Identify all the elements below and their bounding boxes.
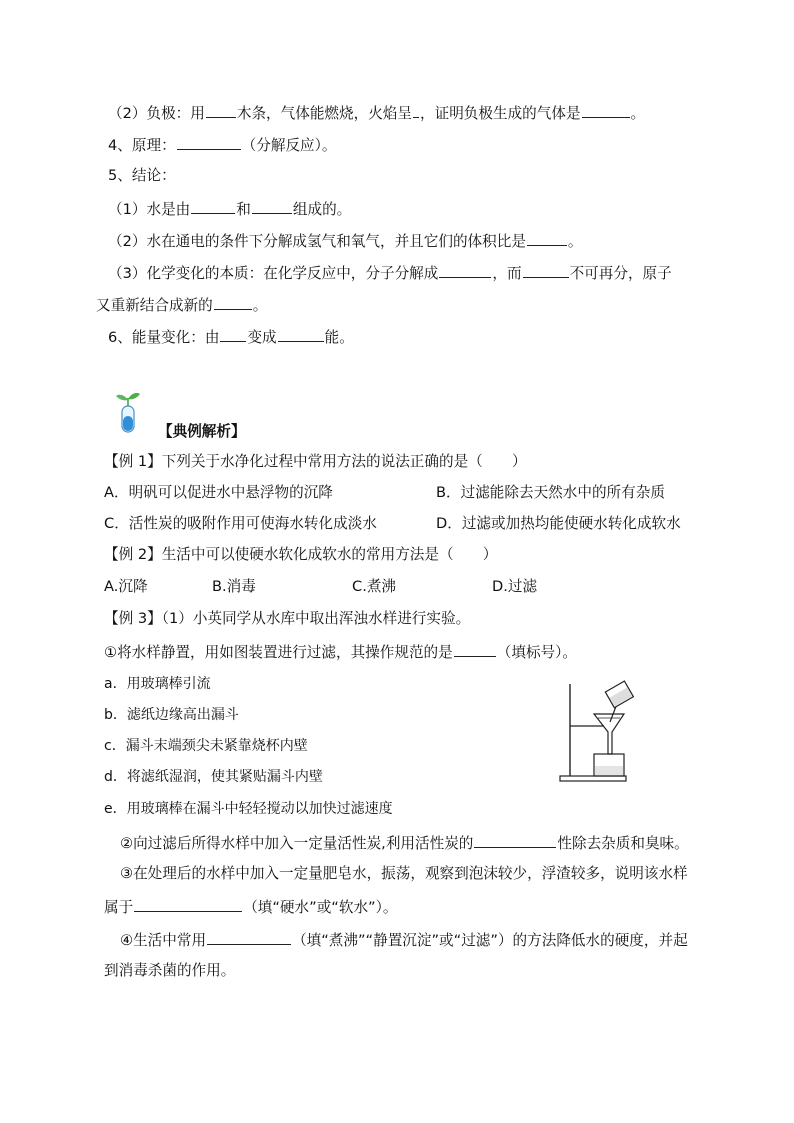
example-3-option-a[interactable]: a．用玻璃棒引流 [104, 676, 211, 692]
blank-field[interactable] [207, 929, 291, 945]
example-3-option-b[interactable]: b．滤纸边缘高出漏斗 [104, 707, 239, 723]
blank-field[interactable] [439, 262, 491, 278]
conclusion-3: （3）化学变化的本质：在化学反应中，分子分解成 ，而 不可再分，原子 [108, 262, 672, 284]
example-3-option-c[interactable]: c．漏斗末端颈尖未紧靠烧杯内壁 [104, 738, 308, 754]
example-3-part-4-cont: 到消毒杀菌的作用。 [104, 962, 236, 979]
blank-field[interactable] [191, 198, 235, 214]
example-2-option-b[interactable]: B.消毒 [212, 578, 256, 595]
negative-electrode-line: （2）负极：用 木条，气体能燃烧，火焰呈 ，证明负极生成的气体是 。 [108, 102, 645, 124]
example-2-question: 【例 2】生活中可以使硬水软化成软水的常用方法是（ ） [104, 546, 498, 563]
examples-heading: 【典例解析】 [158, 423, 246, 440]
blank-field[interactable] [214, 294, 252, 310]
blank-field[interactable] [523, 262, 569, 278]
example-1-question: 【例 1】下列关于水净化过程中常用方法的说法正确的是（ ） [104, 453, 527, 470]
blank-field[interactable] [220, 326, 246, 342]
example-1-option-b[interactable]: B．过滤能除去天然水中的所有杂质 [436, 484, 665, 501]
conclusion-2: （2）水在通电的条件下分解成氢气和氧气，并且它们的体积比是 。 [108, 230, 583, 252]
filtration-apparatus-diagram [558, 680, 648, 784]
example-2-option-a[interactable]: A.沉降 [104, 578, 148, 595]
blank-field[interactable] [252, 198, 292, 214]
blank-field[interactable] [582, 102, 630, 118]
example-3-part-4: ④生活中常用 （填“煮沸”“静置沉淀”或“过滤”）的方法降低水的硬度，并起 [120, 929, 688, 951]
principle-line: 4、原理： （分解反应）。 [108, 134, 337, 156]
blank-field[interactable] [454, 641, 496, 657]
blank-field[interactable] [177, 134, 241, 150]
blank-field[interactable] [527, 230, 567, 246]
example-3-part-2: ②向过滤后所得水样中加入一定量活性炭,利用活性炭的 性除去杂质和臭味。 [120, 832, 689, 854]
conclusion-title: 5、结论： [108, 167, 176, 184]
sprout-test-tube-icon [114, 390, 142, 434]
example-2-option-c[interactable]: C.煮沸 [352, 578, 397, 595]
blank-field[interactable] [278, 326, 324, 342]
blank-field[interactable] [413, 102, 419, 118]
conclusion-1: （1）水是由 和 组成的。 [108, 198, 351, 220]
example-3-option-e[interactable]: e．用玻璃棒在漏斗中轻轻搅动以加快过滤速度 [104, 801, 393, 817]
example-3-part-3: ③在处理后的水样中加入一定量肥皂水，振荡，观察到泡沫较少，浮渣较多，说明该水样 [120, 865, 688, 882]
example-3-part-1: ①将水样静置，用如图装置进行过滤，其操作规范的是 （填标号）。 [104, 641, 577, 663]
example-3-option-d[interactable]: d．将滤纸湿润，使其紧贴漏斗内壁 [104, 769, 323, 785]
example-1-option-d[interactable]: D．过滤或加热均能使硬水转化成软水 [436, 515, 681, 532]
blank-field[interactable] [474, 832, 556, 848]
conclusion-3-cont: 又重新结合成新的 。 [96, 294, 267, 316]
example-2-option-d[interactable]: D.过滤 [492, 578, 538, 595]
blank-field[interactable] [206, 102, 236, 118]
example-3-part-3-cont: 属于 （填“硬水”或“软水”）。 [104, 896, 398, 918]
blank-field[interactable] [134, 896, 242, 912]
example-1-option-c[interactable]: C．活性炭的吸附作用可使海水转化成淡水 [104, 515, 377, 532]
example-1-option-a[interactable]: A．明矾可以促进水中悬浮物的沉降 [104, 484, 333, 501]
energy-change-line: 6、能量变化：由 变成 能。 [108, 326, 354, 348]
example-3-question: 【例 3】（1）小英同学从水库中取出浑浊水样进行实验。 [104, 610, 471, 627]
